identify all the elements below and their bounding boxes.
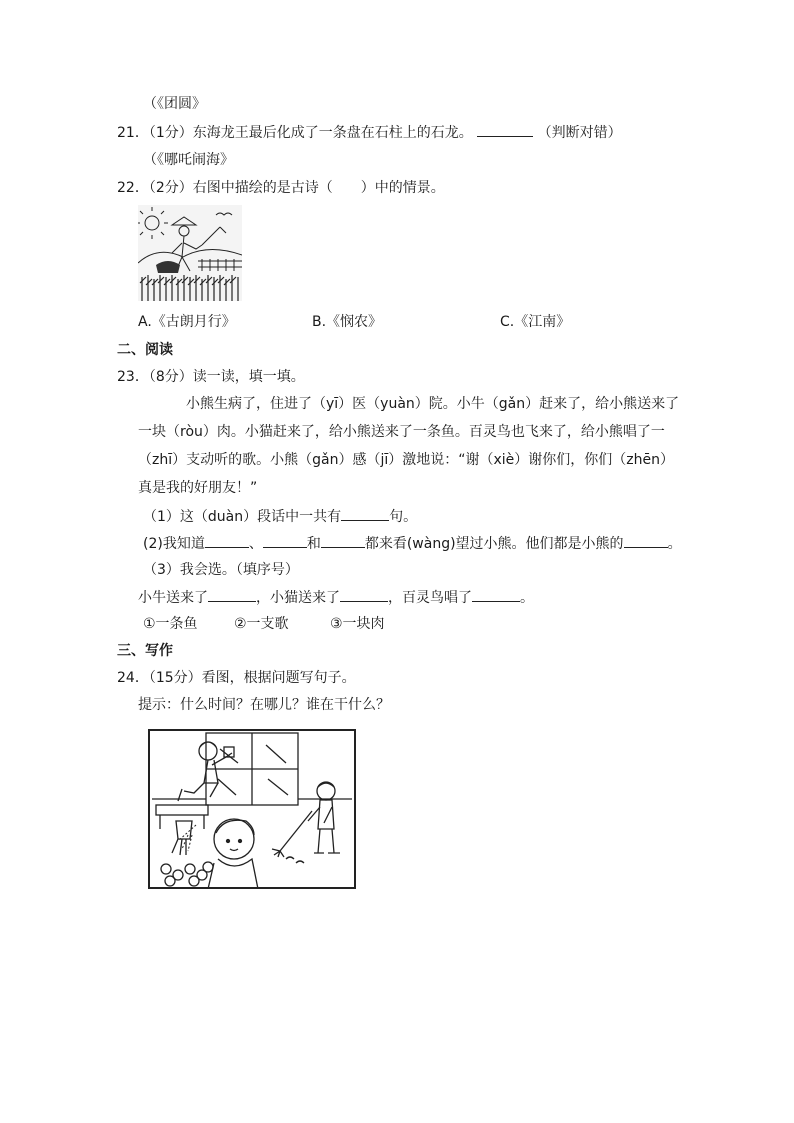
q23-passage-line-3: （zhī）支动听的歌。小熊（gǎn）感（jī）激地说：“谢（xiè）谢你们，你们（zhēn） — [138, 452, 674, 468]
q23-passage-line-4: 真是我的好朋友！” — [138, 480, 258, 496]
q21-text: 21．（1分）东海龙王最后化成了一条盘在石柱上的石龙。 — [117, 125, 473, 141]
q24-hint: 提示：什么时间？在哪儿？谁在干什么？ — [138, 697, 390, 713]
q23-sub1-text: （1）这（duàn）段话中一共有 — [143, 509, 342, 525]
q23-sub3-b: ，小猫送来了 — [256, 590, 340, 606]
q23-sub3-line — [138, 587, 534, 608]
q23-sub2-mid: 都来看(wàng)望过小熊。他们都是小熊的 — [364, 536, 624, 552]
q22-option-c[interactable]: C.《江南》 — [500, 314, 571, 330]
q21-question — [117, 122, 622, 143]
q21-source: （《哪吒闹海》 — [143, 152, 234, 168]
q23-sub1-tail: 句。 — [389, 509, 418, 525]
q23-sub2-end: 。 — [667, 536, 682, 552]
q22-option-b[interactable]: B.《悯农》 — [312, 314, 383, 330]
q22-illustration — [138, 205, 242, 301]
q23-sub2-blank-1[interactable] — [205, 533, 249, 548]
q23-sub2-blank-3[interactable] — [321, 533, 365, 548]
q23-sub3-d: 。 — [520, 590, 534, 606]
q23-sub3-c: ，百灵鸟唱了 — [388, 590, 472, 606]
section-writing-heading: 三、写作 — [117, 643, 173, 659]
q23-passage-line-1: 小熊生病了，住进了（yī）医（yuàn）院。小牛（gǎn）赶来了，给小熊送来了 — [186, 396, 680, 412]
q23-sub2-and: 和 — [306, 536, 321, 552]
q23-sub1-blank[interactable] — [341, 506, 389, 521]
q23-sub2-sep: 、 — [248, 536, 263, 552]
q23-sub3-a: 小牛送来了 — [138, 590, 208, 606]
q23-passage-line-2: 一块（ròu）肉。小猫赶来了，给小熊送来了一条鱼。百灵鸟也飞来了，给小熊唱了一 — [138, 424, 665, 440]
q22-question: 22．（2分）右图中描绘的是古诗（ ）中的情景。 — [117, 180, 445, 196]
q24-title: 24．（15分）看图，根据问题写句子。 — [117, 670, 356, 686]
q21-answer-blank[interactable] — [477, 122, 533, 137]
q23-sub2-blank-2[interactable] — [263, 533, 307, 548]
q23-sub2-text: (2)我知道 — [143, 536, 205, 552]
q23-title: 23．（8分）读一读，填一填。 — [117, 369, 305, 385]
q21-tail: （判断对错） — [537, 125, 622, 141]
q22-option-a[interactable]: A.《古朗月行》 — [138, 314, 236, 330]
q23-sub3-blank-2[interactable] — [340, 587, 388, 602]
q23-choice-3: ③一块肉 — [330, 616, 385, 632]
q23-sub1 — [143, 506, 417, 527]
q23-sub3-blank-1[interactable] — [208, 587, 256, 602]
q23-choice-2: ②一支歌 — [234, 616, 289, 632]
q23-sub2 — [143, 533, 682, 554]
q20-source: （《团圆》 — [143, 96, 206, 112]
q23-sub3: （3）我会选。（填序号） — [143, 562, 299, 578]
section-reading-heading: 二、阅读 — [117, 342, 173, 358]
q23-sub2-blank-4[interactable] — [624, 533, 668, 548]
q23-sub3-blank-3[interactable] — [472, 587, 520, 602]
q24-illustration — [148, 729, 356, 889]
q23-choice-1: ①一条鱼 — [143, 616, 198, 632]
